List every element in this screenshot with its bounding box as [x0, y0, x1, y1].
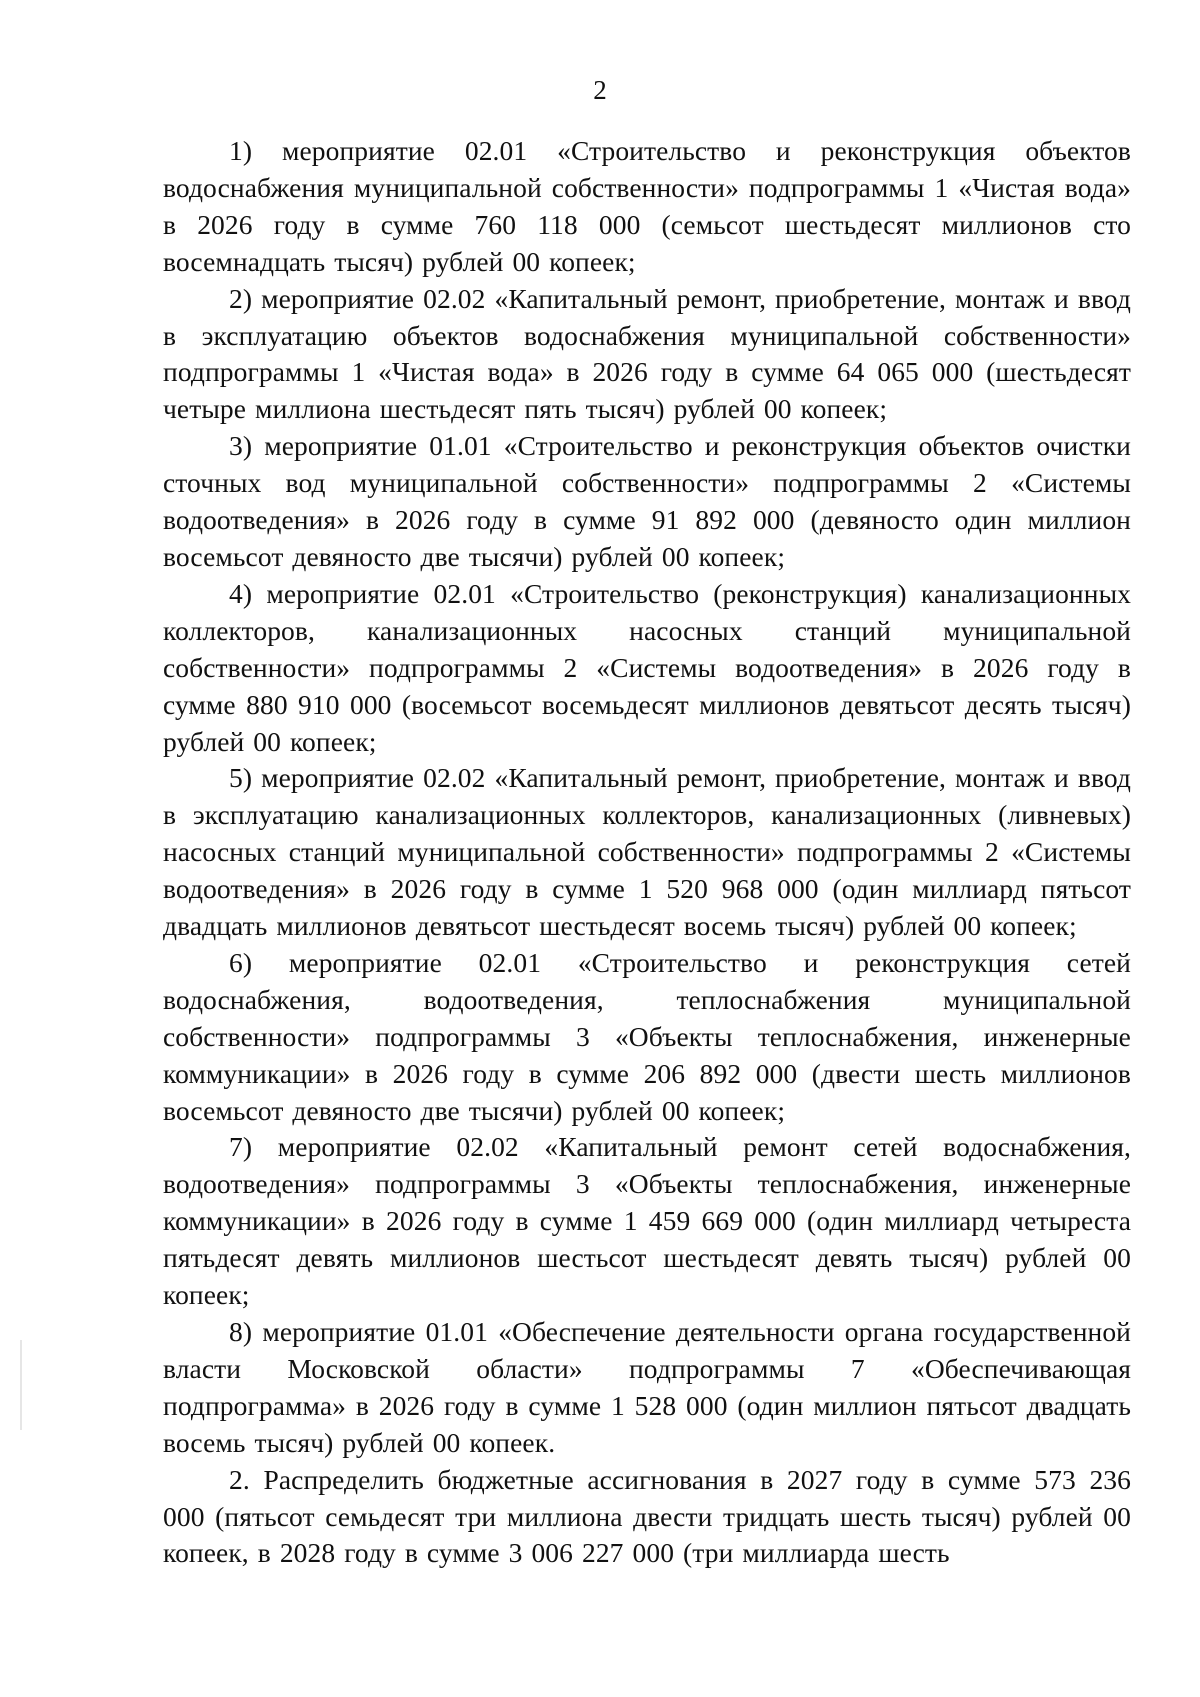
section-paragraph: 2. Распределить бюджетные ассигнования в 2027 году в сумме 573 236 000 (пятьсот семьдесят три миллиона двести тридцать шесть тысяч) рублей 00 копеек, в 2028 году в сумме 3 006 227 000 (три миллиарда шесть [163, 1463, 1131, 1569]
list-item: 3) мероприятие 01.01 «Строительство и реконструкция объектов очистки сточных вод муниципальной собственности» подпрограммы 2 «Системы водоотведения» в 2026 году в сумме 91 892 000 (девяносто один миллион восемьсот девяносто две тысячи) рублей 00 копеек; [163, 430, 1131, 572]
list-item: 6) мероприятие 02.01 «Строительство и реконструкция сетей водоснабжения, водоотведения, теплоснабжения муниципальной собственности» подпрограммы 3 «Объекты теплоснабжения, инженерные коммуникации» в 2026 году в сумме 206 892 000 (двести шесть миллионов восемьсот девяносто две тысячи) рублей 00 копеек; [163, 946, 1131, 1126]
list-item: 5) мероприятие 02.02 «Капитальный ремонт, приобретение, монтаж и ввод в эксплуатацию канализационных коллекторов, канализационных (ливневых) насосных станций муниципальной собственности» подпрограммы 2 «Системы водоотведения» в 2026 году в сумме 1 520 968 000 (один миллиард пятьсот двадцать миллионов девятьсот шестьдесят восемь тысяч) рублей 00 копеек; [163, 762, 1131, 942]
page-number: 2 [593, 75, 607, 105]
list-item: 7) мероприятие 02.02 «Капитальный ремонт сетей водоснабжения, водоотведения» подпрограммы 3 «Объекты теплоснабжения, инженерные коммуникации» в 2026 году в сумме 1 459 669 000 (один миллиард четыреста пятьдесят девять миллионов шестьсот шестьдесят девять тысяч) рублей 00 копеек; [163, 1131, 1131, 1311]
list-item: 2) мероприятие 02.02 «Капитальный ремонт, приобретение, монтаж и ввод в эксплуатацию объектов водоснабжения муниципальной собственности» подпрограммы 1 «Чистая вода» в 2026 году в сумме 64 065 000 (шестьдесят четыре миллиона шестьдесят пять тысяч) рублей 00 копеек; [163, 282, 1131, 425]
list-item: 8) мероприятие 01.01 «Обеспечение деятельности органа государственной власти Московской области» подпрограммы 7 «Обеспечивающая подпрограмма» в 2026 году в сумме 1 528 000 (один миллион пятьсот двадцать восемь тысяч) рублей 00 копеек. [163, 1316, 1131, 1458]
scan-edge-artifact [20, 1340, 22, 1430]
list-item: 1) мероприятие 02.01 «Строительство и реконструкция объектов водоснабжения муниципальной собственности» подпрограммы 1 «Чистая вода» в 2026 году в сумме 760 118 000 (семьсот шестьдесят миллионов сто восемнадцать тысяч) рублей 00 копеек; [163, 135, 1131, 277]
document-body [163, 133, 1131, 1572]
list-item: 4) мероприятие 02.01 «Строительство (реконструкция) канализационных коллекторов, канализационных насосных станций муниципальной собственности» подпрограммы 2 «Системы водоотведения» в 2026 году в сумме 880 910 000 (восемьсот восемьдесят миллионов девятьсот десять тысяч) рублей 00 копеек; [163, 577, 1131, 757]
